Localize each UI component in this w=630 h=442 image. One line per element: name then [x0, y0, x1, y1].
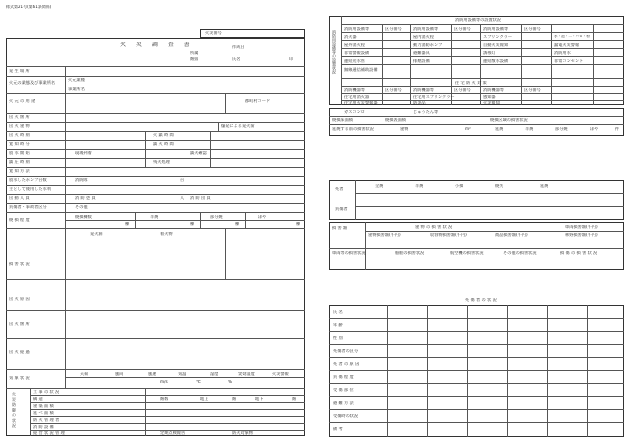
- row-label-pumps: 放水したポンプ台数: [9, 178, 47, 182]
- bottom-row-6: 経 営 状 況 管 理: [33, 431, 65, 435]
- equip-item-extinguisher: 消火器: [344, 35, 357, 39]
- row-label-weather: 気 象 状 況: [9, 376, 30, 380]
- row-label-cause: 出 火 原 因: [9, 297, 30, 301]
- damage-unit-3: 棟: [296, 222, 301, 226]
- loss-bottom-4: 損 傷 の 損 害 状 況: [560, 251, 598, 255]
- equip-header-4: 消防用設備等: [483, 27, 509, 31]
- equip-item-fire-water: 消防用水: [554, 51, 571, 55]
- loss-sub-5: 車両損害額(千円): [565, 225, 598, 229]
- weather-col-3: 気温: [178, 372, 187, 376]
- area-table: [329, 108, 624, 136]
- equip-item-standpipe: 連結送水管: [344, 59, 365, 63]
- row-label-business: 火元の業態及び事業所名: [9, 80, 56, 85]
- house-header-1: 区分番号: [385, 88, 402, 92]
- weather-col-4: 湿度: [210, 372, 219, 376]
- row-label-burn-degree: 焼 損 程 度: [9, 218, 30, 222]
- person-row-7: 避 難 方 法: [333, 401, 354, 405]
- equip-header-0: 消防用設備等: [344, 27, 370, 31]
- personnel-label-2: その他: [75, 205, 88, 209]
- person-row-0: 氏 名: [333, 310, 343, 314]
- house-item-1-2: 火災報知: [483, 101, 500, 105]
- loss-bottom-0: 車両等の損害状況: [332, 251, 366, 255]
- casualty-4: 小損: [455, 184, 464, 188]
- right-form-page: [315, 0, 630, 442]
- bottom-row-1: 構 造: [33, 397, 43, 401]
- equip-item-power-pump: 動力消防ポンプ: [413, 43, 443, 47]
- ignition-label: 着火物: [160, 232, 173, 236]
- house-item-2-0: ガスコンロ: [344, 110, 365, 114]
- pump-total-unit: 台: [180, 178, 185, 182]
- house-title: 住 宅 防 火 対 策: [455, 81, 487, 85]
- row-label-notice-method: 覚 知 方 法: [9, 169, 30, 173]
- weather-col-6: 火災警報: [272, 372, 289, 376]
- floors-label: 階数: [160, 397, 169, 401]
- area-row-3: 延焼: [495, 127, 504, 131]
- damage-col-2: 部分焼: [210, 215, 223, 219]
- equip-item-radio: 無線通信補助設備: [344, 67, 378, 72]
- area-row-4: 半焼: [525, 127, 534, 131]
- form-number-label: 様式第21号(第61条関係): [6, 5, 52, 9]
- bottom-section-title: 火 災 防 御 の 状 況: [12, 392, 17, 428]
- person-row-2: 性 別: [333, 336, 343, 340]
- person-row-5: 負 傷 程 度: [333, 375, 354, 379]
- damage-col-0: 焼損棟数: [75, 215, 92, 219]
- equip-header-5: 区分番号: [524, 27, 541, 31]
- loss-sub-1: 建物損害額(千円): [368, 233, 401, 237]
- report-heading-label: 爆発による発火前: [221, 124, 255, 128]
- transfer-label: 残火処理: [153, 160, 170, 164]
- bottom-row-3: 延 べ 面 積: [33, 411, 54, 415]
- damage-unit-0: 棟: [125, 222, 130, 226]
- equip-item-foam: 水・泡・二・ハロ・粉: [554, 35, 590, 38]
- above-ground-label: 地上: [200, 397, 209, 401]
- fire-object-label: 防火対象物: [232, 431, 253, 435]
- house-header-5: 区分番号: [524, 88, 541, 92]
- house-item-1-0: 住宅用火災警報器: [344, 101, 378, 105]
- equip-item-guide-light: 誘導灯: [483, 51, 496, 55]
- below-ground-label: 地下: [255, 397, 264, 401]
- person-row-3: 死傷者の区分: [333, 349, 359, 353]
- casualty-2: 全焼: [375, 184, 384, 188]
- bottom-row-5: 消 防 設 備: [33, 425, 54, 429]
- equip-item-leak-alarm: 漏電火災警報: [554, 43, 580, 47]
- equip-item-evacuation: 避難器具: [413, 51, 430, 55]
- row-label-fire-time: 出 火 時 刻: [9, 133, 30, 137]
- row-label-progress: 出 火 経 過: [9, 350, 30, 354]
- loss-sub-2: 収容物損害額(千円): [430, 233, 467, 237]
- loss-sub-4: 林野損害額(千円): [565, 233, 598, 237]
- area-label-0: 焼損床面積: [332, 118, 353, 122]
- equipment-vertical-title: 消防用設備等の設置状況: [332, 30, 337, 74]
- rank-label: 階級: [190, 57, 199, 61]
- casualty-0: 死者: [335, 187, 344, 191]
- area-row-1: 建物: [400, 127, 409, 131]
- damage-unit-2: 棟: [235, 222, 240, 226]
- equip-item-emergency-alarm: 非常警報設備: [344, 51, 370, 55]
- area-row-2: m²: [465, 127, 471, 131]
- area-label-2: 焼損区域の損害状況: [490, 118, 528, 122]
- person-row-6: 受 傷 部 位: [333, 388, 354, 392]
- weather-unit-2: %: [228, 380, 232, 384]
- equip-header-3: 区分番号: [454, 27, 471, 31]
- casualty-6: 延焼: [540, 184, 549, 188]
- row-label-location: 発 生 場 所: [9, 69, 30, 73]
- area-row-6: ぼや: [590, 127, 599, 131]
- row-label-suppression: 鎮 圧 時 刻: [9, 160, 30, 164]
- person-row-4: 死 者 の 原 因: [333, 362, 360, 366]
- equip-item-outlet: 非常コンセント: [554, 59, 584, 63]
- weather-col-5: 実効湿度: [238, 372, 255, 376]
- above-ground-unit: 階: [232, 397, 237, 401]
- row-label-building: 出 火 建 物: [9, 124, 30, 128]
- extinguished-time-label: 鎮 火 時 間: [153, 142, 174, 146]
- area-row-5: 部分焼: [555, 127, 568, 131]
- row-label-detection: 覚 知 時 分: [9, 142, 30, 146]
- damage-col-3: ぼや: [258, 215, 267, 219]
- row-label-damage: 損 害 状 況: [9, 262, 30, 266]
- house-item-0-0: 住宅用消火器: [344, 95, 370, 99]
- loss-bottom-3: その他の損害状況: [503, 251, 537, 255]
- loss-bottom-2: 航空機の損害状況: [450, 251, 484, 255]
- author-name-label: 氏名: [232, 57, 241, 61]
- casualty-5: 焼失: [495, 184, 504, 188]
- row-label-casualty-type: 負傷者・事故者区分: [9, 205, 47, 209]
- weather-col-1: 風向: [115, 372, 124, 376]
- loss-title: 損 害 額: [332, 226, 348, 230]
- person-table: [329, 305, 624, 437]
- person-row-1: 年 齢: [333, 323, 343, 327]
- business-name-label: 事業所名: [68, 87, 85, 91]
- house-header-2: 消防機器等: [413, 88, 434, 92]
- personnel-label-1: 消 防 団 員: [190, 196, 211, 200]
- left-form-title: 火 災 調 査 書: [120, 42, 194, 48]
- below-ground-unit: 階: [292, 397, 297, 401]
- house-item-1-1: 防炎品: [413, 101, 426, 105]
- equip-item-sprinkling: 連結散水設備: [483, 59, 509, 63]
- casualty-table: [329, 180, 624, 220]
- town-code-label: 郡町村コード: [245, 99, 271, 103]
- weather-col-2: 風速: [148, 372, 157, 376]
- affiliation-label: 所属: [190, 51, 199, 55]
- house-header-4: 消防機器等: [483, 88, 504, 92]
- weather-unit-0: m/s: [160, 380, 168, 384]
- house-header-0: 消防機器等: [344, 88, 365, 92]
- bottom-row-0: 工 事 の 状 況: [33, 390, 60, 394]
- business-type-label: 火元業種: [68, 78, 85, 82]
- damage-col-1: 半焼: [150, 215, 159, 219]
- loss-sub-3: 商品損害額(千円): [495, 233, 528, 237]
- house-item-0-1: 住宅用スプリンクラー: [413, 95, 455, 99]
- person-table-title: 死 傷 者 の 状 況: [465, 298, 497, 302]
- damage-unit-1: 棟: [190, 222, 195, 226]
- row-label-water-source: 主として使用した水利: [9, 187, 51, 191]
- equip-item-auto-alarm: 自動火災報知: [483, 43, 509, 47]
- equip-item-indoor-hydrant: 屋内消火栓: [413, 35, 434, 39]
- fire-out-time-label: 火 鎮 時 間: [153, 133, 174, 137]
- bottom-row-4: 防 火 管 理 者: [33, 418, 60, 422]
- pump-team-label: 消防隊: [75, 178, 88, 182]
- equip-header-2: 消防用設備等: [413, 27, 439, 31]
- loss-bottom-1: 船舶の損害状況: [395, 251, 425, 255]
- area-label-1: 焼損表面積: [385, 118, 406, 122]
- row-label-origin-point: 出 火 箇 所: [9, 115, 30, 119]
- casualty-1: 負傷者: [335, 207, 348, 211]
- person-row-9: 備 考: [333, 427, 343, 431]
- note-label: 鎮火確認: [190, 151, 207, 155]
- equip-header-1: 区分番号: [385, 27, 402, 31]
- house-header-3: 区分番号: [454, 88, 471, 92]
- equip-item-outdoor-hydrant: 屋外消火栓: [344, 43, 365, 47]
- personnel-unit: 人: [180, 196, 185, 200]
- arrival-label: 現場到着: [75, 151, 92, 155]
- prepared-date-label: 作成日: [232, 45, 245, 49]
- area-row-7: 件: [615, 127, 620, 131]
- fire-number-label: 火災番号: [205, 31, 222, 35]
- weather-col-0: 天候: [80, 372, 89, 376]
- loss-sub-0: 建 物 の 損 害 状 況: [415, 225, 453, 229]
- person-row-8: 受傷時の状況: [333, 414, 359, 418]
- row-label-personnel: 出 動 人 員: [9, 196, 30, 200]
- seal-label: 印: [289, 57, 294, 61]
- row-label-use: 火 元 の 用 途: [9, 99, 36, 103]
- bottom-row-2: 建 築 面 積: [33, 404, 54, 408]
- personnel-label-0: 消 防 吏 員: [75, 196, 96, 200]
- casualty-3: 半焼: [415, 184, 424, 188]
- periodic-inspection-label: 定期点検報告: [160, 431, 186, 435]
- row-label-cause-point: 出 火 箇 所: [9, 322, 30, 326]
- equip-item-smoke-exhaust: 排煙設備: [413, 59, 430, 63]
- row-label-water-start: 放 水 開 始: [9, 151, 30, 155]
- house-item-0-2: 感知器: [483, 95, 496, 99]
- house-item-2-1: じゅうたん等: [413, 110, 439, 114]
- equip-item-sprinkler: スプリンクラー: [483, 35, 513, 39]
- fire-source-label: 発火源: [90, 232, 103, 236]
- equipment-title: 消防用設備等の設置状況: [455, 18, 502, 22]
- area-row-0: 延焼する前の損害状況: [332, 127, 374, 131]
- weather-unit-1: ℃: [196, 380, 201, 384]
